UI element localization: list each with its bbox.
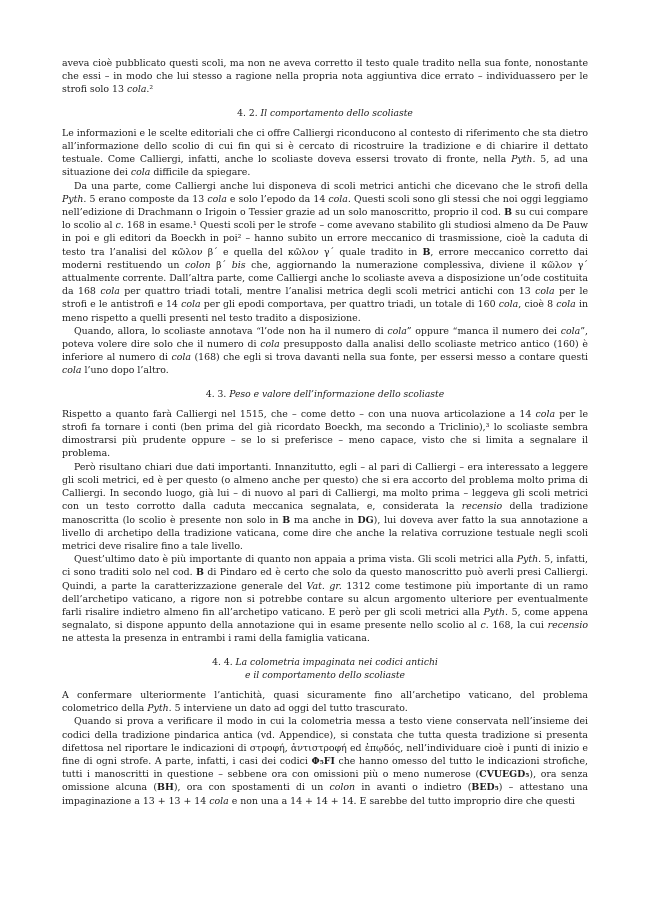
- paragraph: aveva cioè pubblicato questi scoli, ma non ne aveva corretto il testo quale tradito nella sua fonte, nonostante che essi – in modo che lui stesso a ragione nella propria nota aggiuntiva dice errato – individuassero per le strofi solo 13 cola.²: [62, 58, 588, 96]
- section-heading: 4. 2. Il comportamento dello scoliaste: [237, 107, 413, 119]
- paragraph: Da una parte, come Calliergi anche lui disponeva di scoli metrici antichi che dicevano che le strofi della Pyth. 5 erano composte da 13 cola e solo l’epodo da 14 cola. Questi scoli sono gli stessi che noi oggi leggiamo nell’edizione di Drachmann o Irigoin o Tessier grazie ad un solo manoscritto, proprio il cod. B su cui compare lo scolio al c. 168 in esame.¹ Questi scoli per le strofe – come avevano stabilito gli studiosi almeno da De Pauw in poi e gli editori da Boeckh in poi² – hanno subito un errore meccanico di trasmissione, cioè la caduta di testo tra l’analisi del κῶλον β´ e quella del κῶλον γ´ quale tradito in B, errore meccanico corretto dai moderni restituendo un colon β´ bis che, aggiornando la numerazione complessiva, diviene il κῶλον γ´ attualmente corrente. Dall’altra parte, come Calliergi anche lo scoliaste aveva a disposizione un’ode costituita da 168 cola per quattro triadi totali, mentre l’analisi metrica degli scoli metrici antichi con 13 cola per le strofi e le antistrofi e 14 cola per gli epodi comportava, per quattro triadi, un totale di 160 cola, cioè 8 cola in meno rispetto a quelli presenti nel testo tradito a disposizione.: [62, 180, 588, 324]
- paragraph: Rispetto a quanto farà Calliergi nel 1515, che – come detto – con una nuova articolazione a 14 cola per le strofi fa tornare i conti (ben prima del già ricordato Boeckh, ma secondo a Triclinio),³ lo scoliaste sembra dimostrarsi più prudente oppure – se lo si preferisce – meno capace, visto che si limita a segnalare il problema.: [62, 408, 588, 460]
- paragraph: Le informazioni e le scelte editoriali che ci offre Calliergi riconducono al contesto di riferimento che sta dietro all’informazione dello scolio di cui fin qui si è cercato di ricostruire la tradizione e di chiarire il dettato testuale. Come Calliergi, infatti, anche lo scoliaste doveva essersi trovato di fronte, nella Pyth. 5, ad una situazione dei cola difficile da spiegare.: [62, 127, 589, 179]
- paragraph: Quest’ultimo dato è più importante di quanto non appaia a prima vista. Gli scoli metrici alla Pyth. 5, infatti, ci sono traditi solo nel cod. B di Pindaro ed è certo che solo da questo manoscritto può averli presi Calliergi. Quindi, a parte la caratterizzazione generale del Vat. gr. 1312 come testimone più importante di un ramo dell’archetipo vaticano, a rigore non si potrebbe contare su alcun argomento ulteriore per eventualmente farli risalire indietro almeno fin all’archetipo vaticano. E però per gli scoli metrici alla Pyth. 5, come appena segnalato, si dispone appunto della annotazione qui in esame presente nello scolio al c. 168, la cui recensio ne attesta la presenza in entrambi i rami della famiglia vaticana.: [62, 554, 588, 645]
- section: [62, 107, 588, 378]
- section-subheading: e il comportamento dello scoliaste: [245, 669, 405, 681]
- section-heading: 4. 3. Peso e valore dell’informazione dello scoliaste: [205, 388, 445, 400]
- paragraph: Quando, allora, lo scoliaste annotava “l’ode non ha il numero di cola” oppure “manca il numero dei cola”, poteva volere dire solo che il numero di cola presupposto dalla analisi dello scoliaste metrico antico (160) è inferiore al numero di cola (168) che egli si trova davanti nella sua fonte, per essersi messo a contare questi cola l’uno dopo l’altro.: [62, 325, 588, 377]
- section: [62, 656, 588, 808]
- section: [62, 388, 588, 646]
- paragraph: Quando si prova a verificare il modo in cui la colometria messa a testo viene conservata nell’insieme dei codici della tradizione pindarica antica (vd. Appendice), si constata che tutta questa tradizione si presenta difettosa nel riportare le indicazioni di στροφή, ἀντιστροφή ed ἐπῳδός, nell’individuare cioè i punti di inizio e fine di ogni strofe. A parte, infatti, i casi dei codici Φ₅FI che hanno omesso del tutto le indicazioni strofiche, tutti i manoscritti in questione – sebbene ora con omissioni più o meno numerose (CVUEGD₅), ora senza omissione alcuna (BH), ora con spostamenti di un colon in avanti o indietro (BED₅) – attestano una impaginazione a 13 + 13 + 14 cola e non una a 14 + 14 + 14. E sarebbe del tutto improprio dire che questi: [62, 716, 588, 807]
- section-heading: 4. 4. La colometria impaginata nei codici antichi e il comportamento dello scoliaste: [62, 656, 588, 682]
- paragraph: Però risultano chiari due dati importanti. Innanzitutto, egli – al pari di Calliergi – era interessato a leggere gli scoli metrici, ed è per questo (o almeno anche per questo) che si era accorto del problema molto prima di Calliergi. In secondo luogo, già lui – di nuovo al pari di Calliergi, ma molto prima – leggeva gli scoli metrici con un testo corrotto dalla caduta meccanica segnalata, e, considerata la recensio della tradizione manoscritta (lo scolio è presente non solo in B ma anche in DG), lui doveva aver fatto la sua annotazione a livello di archetipo della tradizione vaticana, come dire che anche la relativa corruzione testuale negli scoli metrici deve risalire fino a tale livello.: [62, 461, 588, 552]
- paragraph: A confermare ulteriormente l’antichità, quasi sicuramente fino all’archetipo vaticano, del problema colometrico della Pyth. 5 interviene un dato ad oggi del tutto trascurato.: [62, 689, 588, 715]
